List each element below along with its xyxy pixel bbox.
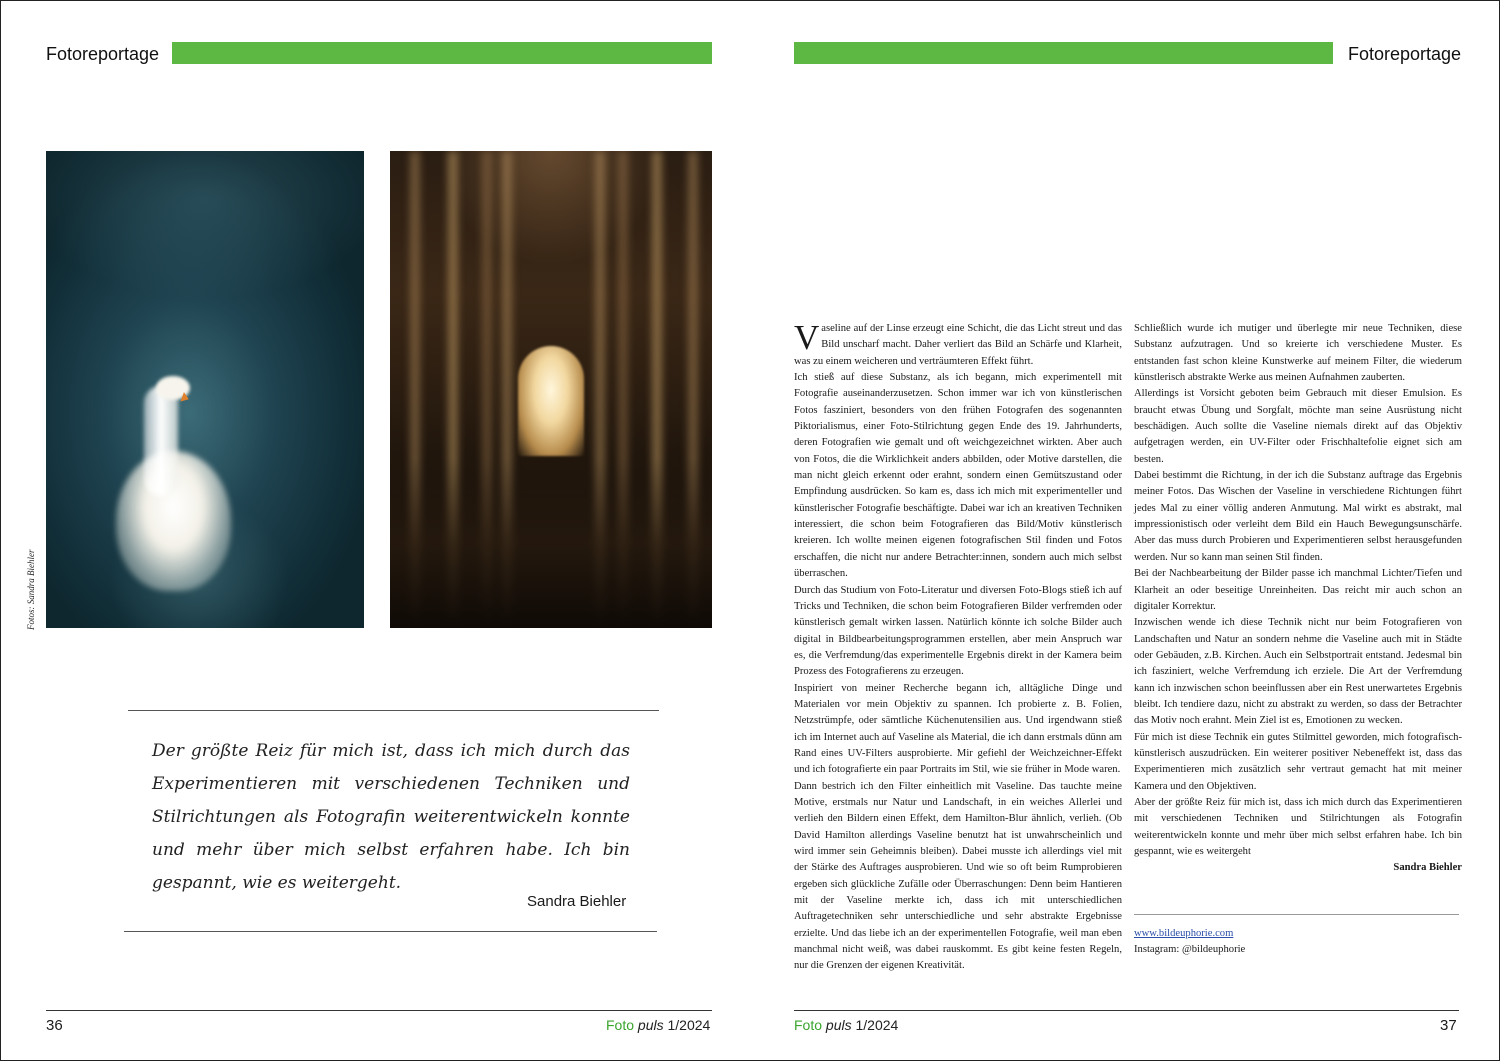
- left-footer-line: [46, 1010, 712, 1011]
- article-column-1: [794, 318, 1122, 975]
- pull-quote: Der größte Reiz für mich ist, dass ich mich durch das Experimentieren mit verschiedenen Techniken und Stilrichtungen als Fotografin weiterentwickeln konnte und mehr über mich selbst erfahren habe. Ich bin gespannt, wie es weitergeht.: [152, 741, 630, 893]
- website-link[interactable]: www.bildeuphorie.com: [1134, 928, 1234, 939]
- links-rule: [1134, 914, 1459, 915]
- brand-foto: Foto: [794, 1017, 823, 1033]
- author-links: [1134, 926, 1245, 958]
- photo-credit: Fotos: Sandra Biehler: [26, 549, 36, 630]
- paragraph-text: aseline auf der Linse erzeugt eine Schicht, die das Licht streut und das Bild unscharf macht. Daher verliert das Bild an Schärfe und Klarheit, was zu einem weicheren und verträumteren Effekt führt.: [794, 323, 1122, 367]
- quote-top-rule: [128, 710, 659, 711]
- instagram-handle: Instagram: @bildeuphorie: [1134, 944, 1246, 955]
- paragraph: Durch das Studium von Foto-Literatur und diversen Foto-Blogs stieß ich auf Tricks und Techniken, die schon beim Fotografieren Bilder verfremden oder künstlerisch gemalt wirken lassen. Natürlich könnte ich solche Bilder auch digital in Bildbearbeitungsprogrammen erstellen, aber mein Anspruch war es, die Verfremdung/das experimentelle Ergebnis direkt in der Kamera beim Prozess des Fotografierens zu erzeugen.: [794, 584, 1122, 678]
- quote-bottom-rule: [124, 931, 657, 932]
- church-photo: [390, 151, 712, 628]
- right-accent-bar: [794, 42, 1333, 64]
- right-section-title: Fotoreportage: [1348, 44, 1462, 64]
- article-column-2: [1134, 321, 1462, 877]
- article-signature: Sandra Biehler: [1393, 862, 1462, 874]
- stained-glass-window: [518, 346, 584, 456]
- left-section-title: Fotoreportage: [46, 44, 160, 64]
- left-footer-brand: [606, 1017, 710, 1033]
- quote-author: Sandra Biehler: [527, 893, 627, 910]
- paragraph: [794, 318, 1122, 370]
- right-footer-brand: [794, 1017, 898, 1033]
- right-footer-line: [794, 1010, 1459, 1011]
- paragraph: Ich stieß auf diese Substanz, als ich begann, mich experimentell mit Fotografie auseinanderzusetzen. Schon immer war ich von künstlerischen Fotos fasziniert, besonders von den frühen Fotografen des sogenannten Piktorialismus, einer Foto-Stilrichtung gegen Ende des 19. Jahrhunderts, deren Fotografien wie gemalt und oft weichgezeichnet wirkten. Aber auch von Fotos, die die Wirklichkeit anders abbilden, oder Motive darstellen, die man nicht gleich erkennt oder erahnt, sondern einen Gemütszustand oder Empfindung ausdrücken. So kam es, dass ich mich mit experimenteller und künstlerischer Fotografie beschäftigte. Dabei war ich an kreativen Techniken interessiert, die schon beim Fotografieren das Bild/Motiv künstlerisch kreieren. Ich wollte meinen eigenen fotografischen Stil finden und Fotos erschaffen, die nicht nur andere Betrachter:innen, sondern auch mich selbst überraschen.: [794, 372, 1122, 580]
- church-vault: [390, 151, 712, 331]
- paragraph: Inzwischen wende ich diese Technik nicht nur beim Fotografieren von Landschaften und Natur an sondern nehme die Vaseline auch mit in Städte oder Gebäuden, z.B. Kirchen. Auch ein Selbstportrait entstand. Jedesmal bin ich fasziniert, welche Verfremdung ich erziele. Die Art der Verfremdung kann ich inzwischen schon beeinflussen aber ein Rest unerwartetes Ergebnis bleibt. Ich tendiere dazu, nicht zu abstrakt zu werden, so dass der Betrachter das Motiv noch erahnt. Mein Ziel ist es, Emotionen zu wecken.: [1134, 617, 1462, 727]
- brand-puls: puls: [637, 1017, 664, 1033]
- issue-number: 1/2024: [667, 1017, 711, 1033]
- swan-neck: [144, 386, 178, 496]
- left-accent-bar: [172, 42, 712, 64]
- issue-number: 1/2024: [855, 1017, 899, 1033]
- left-page-number: 36: [46, 1017, 63, 1034]
- church-floor: [390, 458, 712, 628]
- paragraph: Für mich ist diese Technik ein gutes Stilmittel geworden, mich fotografisch-künstlerisch auszudrücken. Ein weiterer positiver Nebeneffekt ist, dass das Experimentieren mich zusätzlich sehr vertraut gemacht hat mit meiner Kamera und den Objektiven.: [1134, 731, 1462, 792]
- swan-photo: [46, 151, 364, 628]
- paragraph: Bei der Nachbearbeitung der Bilder passe ich manchmal Lichter/Tiefen und Klarheit an oder beseitige Unreinheiten. Das reicht mir auch schon an digitaler Korrektur.: [1134, 568, 1462, 612]
- brand-puls: puls: [825, 1017, 852, 1033]
- paragraph: Inspiriert von meiner Recherche begann ich, alltägliche Dinge und Materialen vor mein Objektiv zu spannen. Ich probierte z. B. Folien, Netzstrümpfe, oder sämtliche Küchenutensilien aus. Und irgendwann stieß ich im Internet auch auf Vaseline als Material, die ich dann erstmals dünn am Rand eines UV-Filters ausprobierte. Mir gefiehl der Weichzeichner-Effekt und ich fotografierte ein paar Portraits im Stil, wie sie früher in Mode waren.: [794, 682, 1122, 776]
- paragraph: Dabei bestimmt die Richtung, in der ich die Substanz auftrage das Ergebnis meiner Fotos. Das Wischen der Vaseline in verschiedene Richtungen führt jedes Mal zu einer völlig anderen Anmutung. Mal wirkt es abstrakt, mal impressionistisch oder verleiht dem Bild ein Hauch Bewegungsunschärfe. Aber das muss durch Probieren und Experimentieren selbst herausgefunden werden. Nur so kann man seinen Stil finden.: [1134, 470, 1462, 563]
- drop-cap: V: [794, 318, 820, 357]
- paragraph: Aber der größte Reiz für mich ist, dass ich mich durch das Experimentieren mit verschiedenen Techniken und Stilrichtungen als Fotografin weiterentwickeln konnte und mehr über mich selbst erfahren habe. Ich bin gespannt, wie es weitergeht: [1134, 796, 1462, 857]
- brand-foto: Foto: [606, 1017, 635, 1033]
- paragraph: Dann bestrich ich den Filter einheitlich mit Vaseline. Das tauchte meine Motive, erstmals nur Natur und Landschaft, in ein weiches Allerlei und verlieh den Bildern einen Effekt, dem Hamilton-Blur ähnlich, verlieh. (Ob David Hamilton allerdings Vaseline benutzt hat ist unwahrscheinlich und wird immer sein Geheimnis bleiben). Dabei musste ich allerdings viel mit der Stärke des Auftrages ausprobieren. Und wie so oft beim Rumprobieren ergeben sich glückliche Zufälle oder Überraschungen: Denn beim Hantieren mit der Vaseline merkte ich, dass ich mit unterschiedlichen Auftragetechniken sehr unterschiedliche und sehr abstrakte Ergebnisse erzielte. Und das liebe ich an der experimentellen Fotografie, weil man eben manchmal nicht weiß, was dabei rauskommt. Es gibt keine festen Regeln, nur die Grenzen der eigenen Kreativität.: [794, 780, 1122, 972]
- paragraph: Allerdings ist Vorsicht geboten beim Gebrauch mit dieser Emulsion. Es braucht etwas Übung und Sorgfalt, möchte man seine Ausrüstung nicht beschädigen. Auch sollte die Vaseline niemals direkt auf das Objektiv aufgetragen werden, ein UV-Filter oder Frischhaltefolie eignet sich am besten.: [1134, 388, 1462, 465]
- right-page-number: 37: [1440, 1017, 1457, 1034]
- paragraph: Schließlich wurde ich mutiger und überlegte mir neue Techniken, diese Substanz aufzutragen. Und so kreierte ich verschiedene Muster. Es entstanden fast schon kleine Kunstwerke auf meinem Filter, die wiederum künstlerisch abstrakte Werke aus meinen Aufnahmen zauberten.: [1134, 323, 1462, 384]
